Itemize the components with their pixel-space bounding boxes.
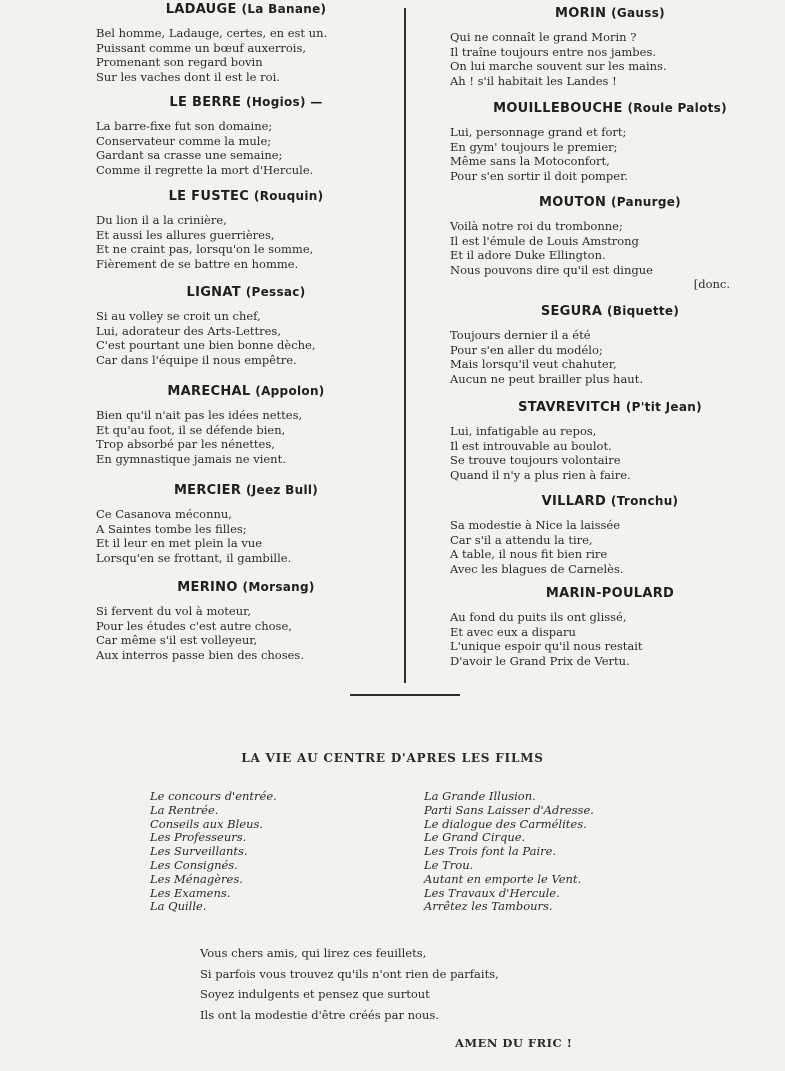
poem-line: Aucun ne peut brailler plus haut.	[450, 371, 643, 386]
poem-line: Se trouve toujours volontaire	[450, 453, 621, 467]
poem-line: Pour s'en aller du modélo;	[450, 342, 603, 357]
list-item: La Rentrée.	[150, 802, 219, 817]
films-right-list	[424, 790, 594, 914]
poem-line: L'unique espoir qu'il nous restait	[450, 639, 643, 653]
poem-entry	[96, 189, 396, 271]
poem-entry	[450, 6, 770, 88]
poem-line: Lui, infatigable au repos,	[450, 424, 597, 438]
poem-line: Et ne craint pas, lorsqu'on le somme,	[96, 242, 314, 256]
entry-name: SEGURA	[540, 304, 603, 319]
poem-entry	[450, 586, 770, 668]
entry-nickname: (Pessac)	[245, 285, 306, 299]
verse-line: Vous chers amis, qui lirez ces feuillets,	[200, 946, 427, 960]
poem-line: Du lion il a la crinière,	[96, 213, 227, 227]
entry-heading	[96, 483, 396, 498]
poem-line: Pour s'en sortir il doit pomper.	[450, 168, 628, 183]
poem-line: Conservateur comme la mule;	[96, 133, 272, 148]
entry-name: MOUTON	[539, 195, 607, 210]
poem-line: La barre-fixe fut son domaine;	[96, 119, 273, 133]
poem-line: [donc.	[693, 277, 730, 291]
poem-line: Car s'il a attendu la tire,	[450, 532, 593, 547]
entry-name: MERINO	[177, 580, 238, 595]
entry-nickname: (Morsang)	[242, 580, 315, 594]
poem-line: Fièrement de se battre en homme.	[96, 256, 299, 271]
entry-heading	[96, 2, 396, 17]
entry-heading	[96, 580, 396, 595]
entry-heading	[450, 304, 770, 319]
entry-name: LE BERRE	[169, 95, 242, 110]
entry-heading	[450, 195, 770, 210]
poem-line: On lui marche souvent sur les mains.	[450, 59, 667, 73]
entry-name: LIGNAT	[186, 285, 241, 300]
poem-entry	[96, 285, 396, 367]
poem-line: Toujours dernier il a été	[450, 328, 591, 342]
poem-line: Lui, adorateur des Arts-Lettres,	[96, 323, 281, 338]
poem-entry	[450, 101, 770, 183]
list-item: Les Consignés.	[150, 857, 238, 872]
poem-line: Ce Casanova méconnu,	[96, 507, 232, 521]
verse-line: Si parfois vous trouvez qu'ils n'ont rien de parfaits,	[200, 966, 499, 981]
films-section-title: LA VIE AU CENTRE D'APRES LES FILMS	[241, 751, 544, 765]
poem-line: Bel homme, Ladauge, certes, en est un.	[96, 26, 328, 40]
verse-line: Soyez indulgents et pensez que surtout	[200, 987, 430, 1001]
column-divider	[404, 8, 406, 683]
entry-nickname: (Appolon)	[255, 384, 325, 398]
entry-name: MERCIER	[173, 483, 242, 498]
entry-nickname: (Rouquin)	[253, 189, 324, 203]
list-item: Parti Sans Laisser d'Adresse.	[424, 802, 594, 817]
list-item: Autant en emporte le Vent.	[424, 871, 582, 886]
poem-line: Sur les vaches dont il est le roi.	[96, 69, 280, 84]
entry-name: MARIN-POULARD	[545, 586, 675, 601]
list-item: Le Grand Cirque.	[424, 830, 526, 845]
poem-line: Gardant sa crasse une semaine;	[96, 148, 283, 162]
poem-line: Comme il regrette la mort d'Hercule.	[96, 162, 314, 177]
poem-entry	[450, 195, 770, 292]
poem-line: Même sans la Motoconfort,	[450, 154, 610, 168]
poem-line: Puissant comme un bœuf auxerrois,	[96, 40, 307, 55]
poem-line: Aux interros passe bien des choses.	[96, 647, 304, 662]
verse-line: Ils ont la modestie d'être créés par nous.	[200, 1007, 439, 1022]
entry-nickname: (Gauss)	[611, 6, 665, 20]
poem-entry	[96, 483, 396, 565]
poem-entry	[96, 95, 396, 177]
list-item: Les Trois font la Paire.	[424, 844, 557, 859]
poem-line: En gymnastique jamais ne vient.	[96, 451, 286, 466]
list-item: Le dialogue des Carmélites.	[424, 816, 587, 831]
poem-entry	[450, 494, 770, 576]
poem-line: Et aussi les allures guerrières,	[96, 227, 275, 242]
entry-heading	[96, 384, 396, 399]
poem-line: Et avec eux a disparu	[450, 624, 576, 639]
poem-line: A table, il nous fit bien rire	[450, 547, 608, 561]
entry-name: VILLARD	[541, 494, 607, 509]
entry-nickname: (P'tit Jean)	[625, 400, 702, 414]
poem-line: Sa modestie à Nice la laissée	[450, 518, 621, 532]
poem-line: Au fond du puits ils ont glissé,	[450, 610, 627, 624]
entry-heading	[450, 494, 770, 509]
list-item: La Grande Illusion.	[424, 789, 536, 803]
poem-line: C'est pourtant une bien bonne dèche,	[96, 338, 316, 352]
poem-line: Si au volley se croit un chef,	[96, 309, 261, 323]
entry-nickname: (Roule Palots)	[627, 101, 727, 115]
list-item: Arrêtez les Tambours.	[424, 899, 553, 914]
list-item: La Quille.	[150, 899, 207, 914]
entry-name: MOUILLEBOUCHE	[493, 101, 623, 116]
list-item: Le concours d'entrée.	[150, 789, 277, 803]
poem-entry	[450, 304, 770, 386]
poem-line: Et il leur en met plein la vue	[96, 536, 263, 550]
poem-line: Mais lorsqu'il veut chahuter,	[450, 357, 617, 371]
poem-line: Il traîne toujours entre nos jambes.	[450, 44, 657, 59]
poem-entry	[96, 384, 396, 466]
section-divider	[350, 694, 460, 696]
poem-line: Il est l'émule de Louis Amstrong	[450, 233, 639, 248]
poem-entry	[96, 2, 396, 84]
entry-heading	[450, 586, 770, 601]
poem-line: Avec les blagues de Carnelès.	[450, 561, 624, 576]
poem-entry	[450, 400, 770, 482]
poem-line: Il est introuvable au boulot.	[450, 438, 612, 453]
entry-nickname: (La Banane)	[241, 2, 327, 16]
poem-line: Nous pouvons dire qu'il est dingue	[450, 262, 653, 277]
entry-name: LE FUSTEC	[168, 189, 250, 204]
list-item: Les Surveillants.	[150, 844, 248, 859]
poem-line: Lui, personnage grand et fort;	[450, 125, 627, 139]
list-item: Le Trou.	[424, 857, 474, 872]
closing-verse	[200, 943, 499, 1025]
list-item: Les Ménagères.	[150, 871, 243, 886]
entry-name: MARECHAL	[167, 384, 251, 399]
entry-heading	[96, 285, 396, 300]
entry-name: LADAUGE	[165, 2, 237, 17]
poem-line: En gym' toujours le premier;	[450, 139, 618, 154]
poem-line: Et qu'au foot, il se défende bien,	[96, 422, 286, 437]
entry-heading	[96, 189, 396, 204]
entry-heading	[450, 400, 770, 415]
films-left-list	[150, 790, 277, 914]
poem-line: Qui ne connaît le grand Morin ?	[450, 30, 637, 44]
poem-line: Promenant son regard bovin	[96, 55, 263, 69]
entry-nickname: (Panurge)	[611, 195, 681, 209]
poem-entry	[96, 580, 396, 662]
poem-line: A Saintes tombe les filles;	[96, 521, 247, 536]
poem-line: Car dans l'équipe il nous empêtre.	[96, 352, 297, 367]
list-item: Conseils aux Bleus.	[150, 816, 264, 831]
list-item: Les Examens.	[150, 885, 231, 900]
entry-nickname: (Tronchu)	[610, 494, 679, 508]
poem-line: Bien qu'il n'ait pas les idées nettes,	[96, 408, 303, 422]
poem-line: Si fervent du vol à moteur,	[96, 604, 251, 618]
list-item: Les Professeurs.	[150, 830, 247, 845]
entry-heading	[450, 101, 770, 116]
poem-line: Car même s'il est volleyeur,	[96, 633, 258, 647]
entry-heading	[96, 95, 396, 110]
poem-line: D'avoir le Grand Prix de Vertu.	[450, 653, 630, 668]
poem-line: Et il adore Duke Ellington.	[450, 248, 606, 262]
poem-line: Trop absorbé par les nénettes,	[96, 437, 275, 451]
entry-nickname: (Biquette)	[607, 304, 680, 318]
list-item: Les Travaux d'Hercule.	[424, 885, 560, 900]
entry-nickname: (Jeez Bull)	[245, 483, 319, 497]
poem-line: Pour les études c'est autre chose,	[96, 618, 292, 633]
signoff: AMEN DU FRIC !	[455, 1036, 573, 1050]
poem-line: Lorsqu'en se frottant, il gambille.	[96, 550, 292, 565]
poem-line: Ah ! s'il habitait les Landes !	[450, 73, 617, 88]
entry-heading	[450, 6, 770, 21]
poem-line: Quand il n'y a plus rien à faire.	[450, 467, 631, 482]
entry-name: STAVREVITCH	[518, 400, 621, 415]
poem-line: Voilà notre roi du trombonne;	[450, 219, 623, 233]
entry-nickname: (Hogios) —	[246, 95, 323, 109]
entry-name: MORIN	[555, 6, 607, 21]
